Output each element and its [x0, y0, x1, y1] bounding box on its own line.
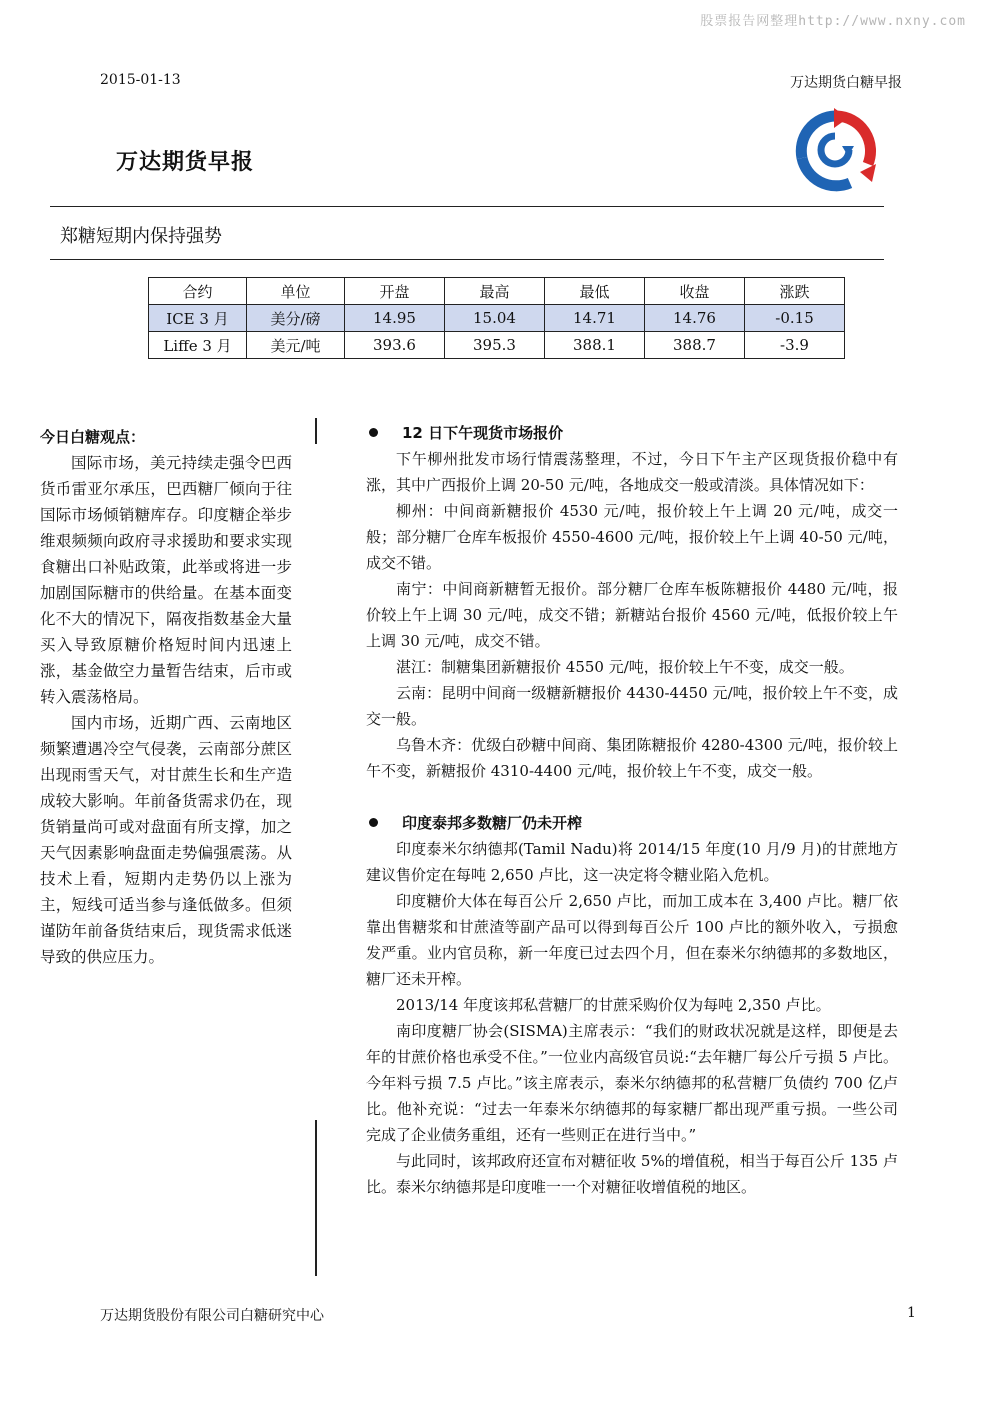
news-paragraph: 湛江：制糖集团新糖报价 4550 元/吨，报价较上午不变，成交一般。: [396, 658, 854, 676]
table-cell: -3.9: [745, 332, 845, 359]
news-paragraph: 下午柳州批发市场行情震荡整理，不过，今日下午主产区现货报价稳中有涨，其中广西报价上调 20-50 元/吨，各地成交一般或清淡。具体情况如下：: [366, 450, 898, 494]
table-cell: 美分/磅: [247, 305, 345, 332]
table-header-cell: 最低: [545, 278, 645, 305]
news-paragraph: 云南：昆明中间商一级糖新糖报价 4430-4450 元/吨，报价较上午不变，成交一般。: [366, 684, 898, 728]
section-heading-text: 印度泰邦多数糖厂仍未开榨: [402, 814, 583, 832]
news-column: [366, 420, 898, 1200]
report-subtitle: 郑糖短期内保持强势: [60, 226, 222, 247]
news-paragraph: 2013/14 年度该邦私营糖厂的甘蔗采购价仅为每吨 2,350 卢比。: [396, 996, 831, 1014]
section-heading-text: 12 日下午现货市场报价: [402, 424, 564, 442]
daily-view-paragraph: 国内市场，近期广西、云南地区频繁遭遇冷空气侵袭，云南部分蔗区出现雨雪天气，对甘蔗生长和生产造成较大影响。年前备货需求仍在，现货销量尚可或对盘面有所支撑，加之天气因素影响盘面走势偏强震荡。从技术上看，短期内走势仍以上涨为主，短线可适当参与逢低做多。但须谨防年前备货结束后，现货需求低迷导致的供应压力。: [40, 714, 292, 966]
table-row: [149, 305, 845, 332]
news-paragraph: 乌鲁木齐：优级白砂糖中间商、集团陈糖报价 4280-4300 元/吨，报价较上午不变，新糖报价 4310-4400 元/吨，报价较上午不变，成交一般。: [366, 736, 898, 780]
daily-view-heading: 今日白糖观点：: [40, 428, 146, 446]
news-paragraph: 印度泰米尔纳德邦(Tamil Nadu)将 2014/15 年度(10 月/9 月)的甘蔗地方建议售价定在每吨 2,650 卢比，这一决定将令糖业陷入危机。: [366, 840, 898, 884]
table-cell: 14.95: [345, 305, 445, 332]
table-header-cell: 收盘: [645, 278, 745, 305]
page-number: 1: [907, 1305, 916, 1321]
table-cell: 14.76: [645, 305, 745, 332]
table-header-row: [149, 278, 845, 305]
table-header-cell: 最高: [445, 278, 545, 305]
table-cell: 393.6: [345, 332, 445, 359]
table-cell: ICE 3 月: [149, 305, 247, 332]
daily-view-paragraph: 国际市场，美元持续走强令巴西货币雷亚尔承压，巴西糖厂倾向于往国际市场倾销糖库存。印度糖企举步维艰频频向政府寻求援助和要求实现食糖出口补贴政策，此举或将进一步加剧国际糖市的供给量。在基本面变化不大的情况下，隔夜指数基金大量买入导致原糖价格短时间内迅速上涨，基金做空力量暂告结束，后市或转入震荡格局。: [40, 454, 292, 706]
news-paragraph: 印度糖价大体在每百公斤 2,650 卢比，而加工成本在 3,400 卢比。糖厂依靠出售糖浆和甘蔗渣等副产品可以得到每百公斤 100 卢比的额外收入，亏损愈发严重。业内官员称，新一年度已过去四个月，但在泰米尔纳德邦的多数地区，糖厂还未开榨。: [366, 892, 898, 988]
table-header-cell: 合约: [149, 278, 247, 305]
table-header-cell: 开盘: [345, 278, 445, 305]
table-cell: 388.1: [545, 332, 645, 359]
section-heading: [366, 810, 898, 836]
table-header-cell: 涨跌: [745, 278, 845, 305]
table-cell: 15.04: [445, 305, 545, 332]
news-paragraph: 南印度糖厂协会(SISMA)主席表示：“我们的财政状况就是这样，即便是去年的甘蔗价格也承受不住。”一位业内高级官员说:“去年糖厂每公斤亏损 5 卢比。今年料亏损 7.5 卢比。”该主席表示，泰米尔纳德邦的私营糖厂负债约 700 亿卢比。他补充说：“过去一年泰米尔纳德邦的每家糖厂都出现严重亏损。一些公司完成了企业债务重组，还有一些则正在进行当中。”: [366, 1022, 898, 1144]
report-publisher: 万达期货白糖早报: [790, 75, 902, 91]
bullet-icon: [369, 428, 378, 437]
table-cell: Liffe 3 月: [149, 332, 247, 359]
page-title: 万达期货早报: [116, 150, 255, 175]
wanda-futures-logo-icon: [790, 106, 880, 196]
news-paragraph: 柳州：中间商新糖报价 4530 元/吨，报价较上午上调 20 元/吨，成交一般；部分糖厂仓库车板报价 4550-4600 元/吨，报价较上午上调 40-50 元/吨，成交不错。: [366, 502, 898, 572]
footer-company: 万达期货股份有限公司白糖研究中心: [100, 1308, 324, 1324]
column-divider: [315, 1120, 317, 1276]
news-paragraph: 南宁：中间商新糖暂无报价。部分糖厂仓库车板陈糖报价 4480 元/吨，报价较上午上调 30 元/吨，成交不错；新糖站台报价 4560 元/吨，低报价较上午上调 30 元/吨，成交不错。: [366, 580, 898, 650]
watermark: 股票报告网整理http://www.nxny.com: [700, 14, 966, 29]
table-header-cell: 单位: [247, 278, 345, 305]
subtitle-rule: [50, 259, 884, 260]
table-cell: 395.3: [445, 332, 545, 359]
table-row: [149, 332, 845, 359]
bullet-icon: [369, 818, 378, 827]
section-gap: [366, 784, 898, 810]
table-cell: 美元/吨: [247, 332, 345, 359]
section-heading: [366, 420, 898, 446]
daily-view-column: [40, 424, 292, 970]
news-paragraph: 与此同时，该邦政府还宣布对糖征收 5%的增值税，相当于每百公斤 135 卢比。泰米尔纳德邦是印度唯一一个对糖征收增值税的地区。: [366, 1152, 898, 1196]
header-rule: [50, 206, 884, 207]
table-cell: 388.7: [645, 332, 745, 359]
table-cell: 14.71: [545, 305, 645, 332]
report-date: 2015-01-13: [100, 72, 181, 88]
column-divider: [315, 418, 317, 444]
quote-table: [148, 277, 845, 359]
table-cell: -0.15: [745, 305, 845, 332]
